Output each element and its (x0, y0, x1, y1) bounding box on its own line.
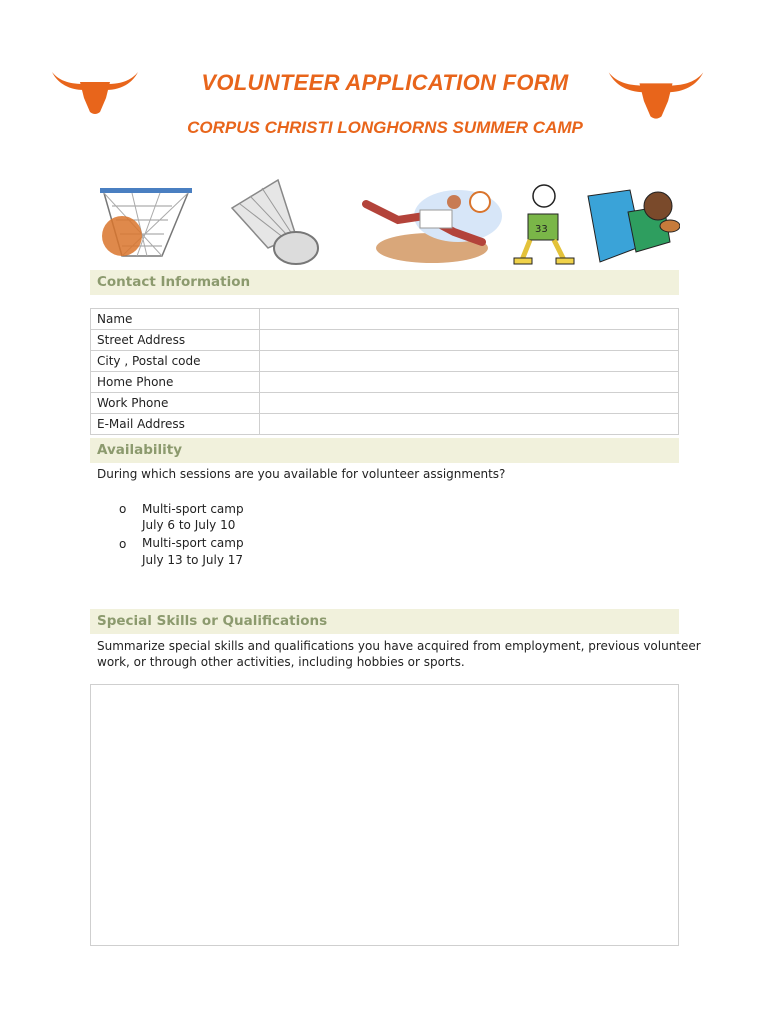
email-field[interactable] (260, 414, 679, 435)
table-row (91, 372, 679, 393)
soccer-kid-icon (508, 184, 578, 268)
city-postal-field[interactable] (260, 351, 679, 372)
basketball-hoop-icon (92, 186, 194, 266)
name-label: Name (91, 309, 260, 330)
table-row (91, 330, 679, 351)
session-1-dates: July 6 to July 10 (142, 518, 236, 532)
skills-instructions-line-1: Summarize special skills and qualifications you have acquired from employment, previous volunteer (97, 639, 701, 653)
table-row (91, 414, 679, 435)
session-2-dates: July 13 to July 17 (142, 553, 244, 567)
football-player-icon (584, 186, 680, 266)
street-address-field[interactable] (260, 330, 679, 351)
availability-question: During which sessions are you available for volunteer assignments? (97, 467, 506, 481)
contact-table (90, 308, 679, 435)
work-phone-label: Work Phone (91, 393, 260, 414)
form-title: VOLUNTEER APPLICATION FORM (201, 70, 569, 95)
availability-section-heading: Availability (90, 438, 679, 463)
session-1-option[interactable]: o (119, 502, 127, 516)
session-1-name: Multi-sport camp (142, 502, 244, 516)
session-2-option[interactable]: o (119, 537, 127, 551)
city-postal-label: City , Postal code (91, 351, 260, 372)
skills-answer-textarea[interactable] (90, 684, 679, 946)
contact-section-heading: Contact Information (90, 270, 679, 295)
table-row (91, 351, 679, 372)
longhorn-logo-right (606, 68, 706, 123)
name-field[interactable] (260, 309, 679, 330)
form-subtitle: CORPUS CHRISTI LONGHORNS SUMMER CAMP (187, 118, 583, 137)
table-row (91, 309, 679, 330)
table-row (91, 393, 679, 414)
longhorn-logo-left (50, 68, 140, 118)
email-label: E-Mail Address (91, 414, 260, 435)
skills-instructions-line-2: work, or through other activities, including hobbies or sports. (97, 655, 465, 669)
svg-text:33: 33 (535, 224, 548, 235)
session-2-name: Multi-sport camp (142, 536, 244, 550)
volleyball-player-icon (362, 186, 508, 266)
shuttlecock-icon (228, 178, 328, 268)
home-phone-field[interactable] (260, 372, 679, 393)
street-address-label: Street Address (91, 330, 260, 351)
work-phone-field[interactable] (260, 393, 679, 414)
home-phone-label: Home Phone (91, 372, 260, 393)
skills-section-heading: Special Skills or Qualifications (90, 609, 679, 634)
